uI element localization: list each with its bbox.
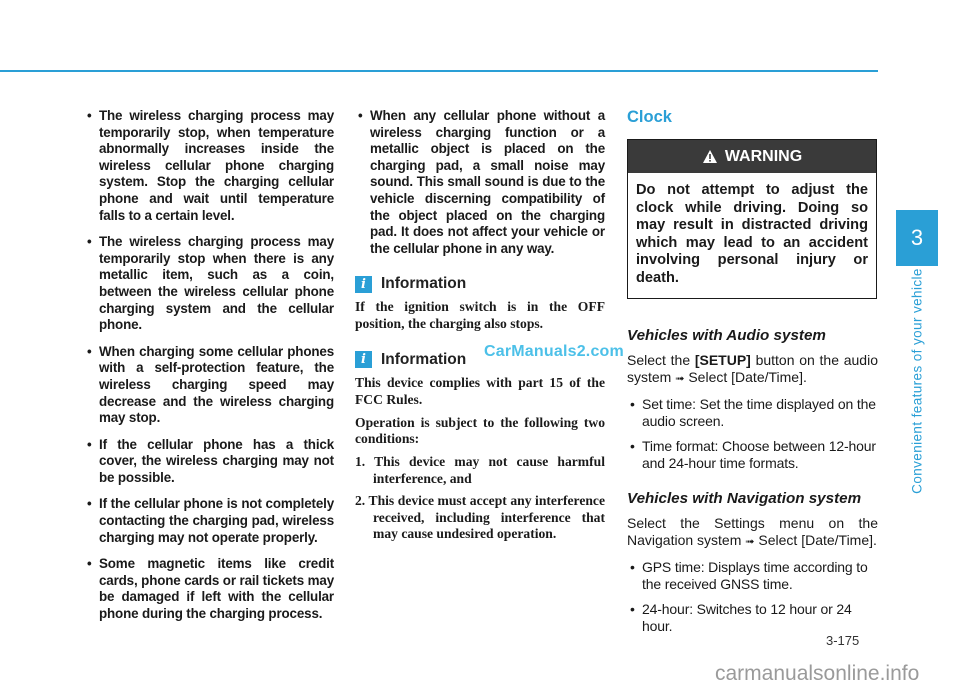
noise-note-list <box>355 108 605 257</box>
navigation-options-list <box>627 559 878 635</box>
arrow-icon: ➟ <box>745 536 755 548</box>
footer-watermark: carmanualsonline.info <box>715 662 920 685</box>
list-item: • Set time: Set the time displayed on the audio screen. <box>627 396 878 430</box>
setup-label: [SETUP] <box>694 352 751 368</box>
list-item: • If the cellular phone has a thick cover, the wireless charging may not be possible. <box>84 437 334 487</box>
list-item: • If the cellular phone is not completely contacting the charging pad, wireless charging may not operate properly. <box>84 496 334 546</box>
middle-column <box>355 108 605 548</box>
navigation-system-title: Vehicles with Navigation system <box>627 490 862 507</box>
warning-label: WARNING <box>724 147 803 165</box>
audio-options-list <box>627 396 878 472</box>
info-icon: i <box>355 351 372 368</box>
navigation-instruction: Select the Settings menu on the Navigation system ➟ Select [Date/Time]. <box>627 515 878 548</box>
list-item: • 24-hour: Switches to 12 hour or 24 hour. <box>627 601 878 635</box>
list-item: • The wireless charging process may temporarily stop, when temperature abnormally increases inside the wireless cellular phone charging system. Stop the charging cellular phone and wait until temperature falls to a certain level. <box>84 108 334 224</box>
list-item: • When any cellular phone without a wireless charging function or a metallic object is placed on the charging pad, a small noise may sound. This small sound is due to the vehicle discerning compatibility of the object placed on the charging pad. It does not affect your vehicle or the cellular phone in any way. <box>355 108 605 257</box>
page-number: 3-175 <box>826 633 860 648</box>
list-item: • Time format: Choose between 12-hour and 24-hour time formats. <box>627 438 878 472</box>
list-item: 2. This device must accept any interference received, including interference that may cause undesired operation. <box>355 492 605 542</box>
right-column <box>627 108 878 643</box>
chapter-label: Convenient features of your vehicle <box>909 268 925 494</box>
fcc-text: This device complies with part 15 of the FCC Rules. <box>355 374 605 407</box>
information-title: Information <box>381 275 467 293</box>
information-text: If the ignition switch is in the OFF position, the charging also stops. <box>355 299 605 332</box>
list-item: • GPS time: Displays time according to the received GNSS time. <box>627 559 878 593</box>
info-icon: i <box>355 276 372 293</box>
header-rule <box>0 70 878 72</box>
watermark: CarManuals2.com <box>484 343 624 360</box>
warning-header <box>628 140 876 173</box>
charging-notes-list <box>84 108 334 623</box>
audio-system-title: Vehicles with Audio system <box>627 327 826 344</box>
list-item: • The wireless charging process may temporarily stop when there is any metallic item, such as a coin, between the wireless cellular phone charging system and the cellular phone. <box>84 234 334 334</box>
information-title: Information <box>381 350 467 368</box>
list-item: • When charging some cellular phones with a self-protection feature, the wireless charging speed may decrease and the wireless charging may stop. <box>84 344 334 427</box>
arrow-icon: ➟ <box>675 373 685 385</box>
warning-text: Do not attempt to adjust the clock while driving. Doing so may result in distracted driving which may lead to an accident involving personal injury or death. <box>636 182 868 286</box>
information-heading <box>355 275 605 293</box>
fcc-conditions-list <box>355 454 605 543</box>
warning-box <box>627 139 877 299</box>
left-column <box>84 108 334 633</box>
section-title: Clock <box>627 108 672 126</box>
list-item: • Some magnetic items like credit cards, phone cards or rail tickets may be damaged if left with the cellular phone during the charging process. <box>84 556 334 622</box>
fcc-conditions-text: Operation is subject to the following two conditions: <box>355 414 605 447</box>
audio-instruction: Select the [SETUP] button on the audio system ➟ Select [Date/Time]. <box>627 352 878 385</box>
chapter-tab: 3 <box>896 210 938 266</box>
list-item: 1. This device may not cause harmful interference, and <box>355 454 605 486</box>
warning-icon <box>702 149 718 164</box>
